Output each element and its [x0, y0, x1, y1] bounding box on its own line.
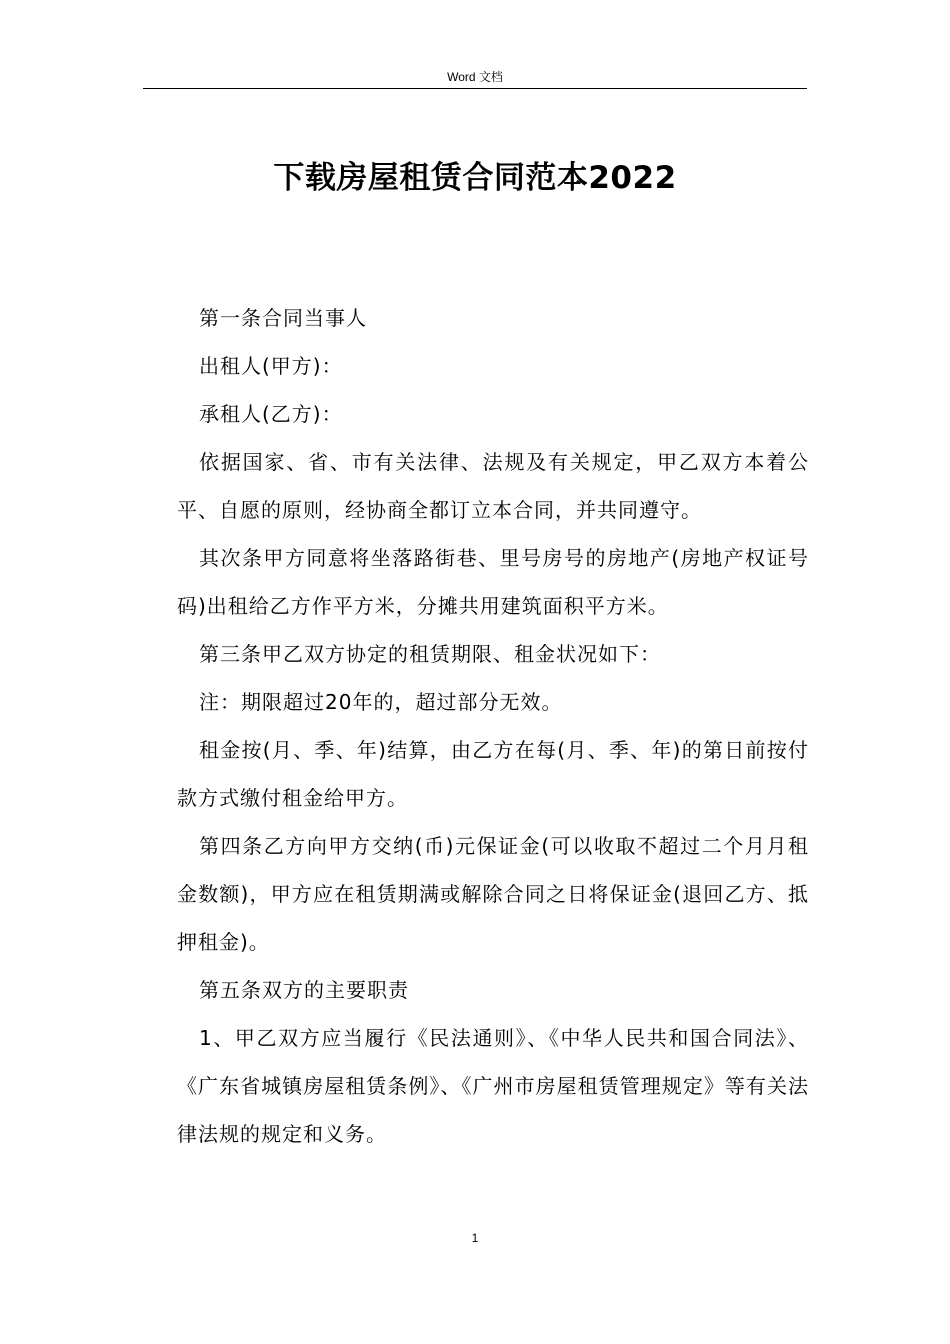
page-header [143, 66, 807, 89]
paragraph-note: 注：期限超过20年的，超过部分无效。 [199, 690, 563, 714]
paragraph-rent-payment: 租金按(月、季、年)结算，由乙方在每(月、季、年)的第日前按付款方式缴付租金给甲方。 [177, 738, 809, 810]
paragraph-article-3: 第三条甲乙双方协定的租赁期限、租金状况如下： [199, 642, 661, 666]
paragraph-article-2: 其次条甲方同意将坐落路街巷、里号房号的房地产(房地产权证号码)出租给乙方作平方米，分摊共用建筑面积平方米。 [177, 546, 809, 618]
paragraph-duty-1: 1、甲乙双方应当履行《民法通则》、《中华人民共和国合同法》、《广东省城镇房屋租赁条例》、《广州市房屋租赁管理规定》等有关法律法规的规定和义务。 [177, 1026, 809, 1146]
paragraph-article-4: 第四条乙方向甲方交纳(币)元保证金(可以收取不超过二个月月租金数额)，甲方应在租赁期满或解除合同之日将保证金(退回乙方、抵押租金)。 [177, 834, 809, 954]
document-body [177, 294, 809, 1158]
paragraph-basis: 依据国家、省、市有关法律、法规及有关规定，甲乙双方本着公平、自愿的原则，经协商全都订立本合同，并共同遵守。 [177, 450, 809, 522]
document-title: 下载房屋租赁合同范本2022 [273, 160, 677, 196]
paragraph-lessee: 承租人(乙方)： [199, 402, 343, 426]
page-number: 1 [471, 1231, 479, 1245]
header-text: Word 文档 [447, 70, 503, 84]
paragraph-lessor: 出租人(甲方)： [199, 354, 343, 378]
paragraph-article-5: 第五条双方的主要职责 [199, 978, 409, 1002]
paragraph-article-1: 第一条合同当事人 [199, 306, 367, 330]
